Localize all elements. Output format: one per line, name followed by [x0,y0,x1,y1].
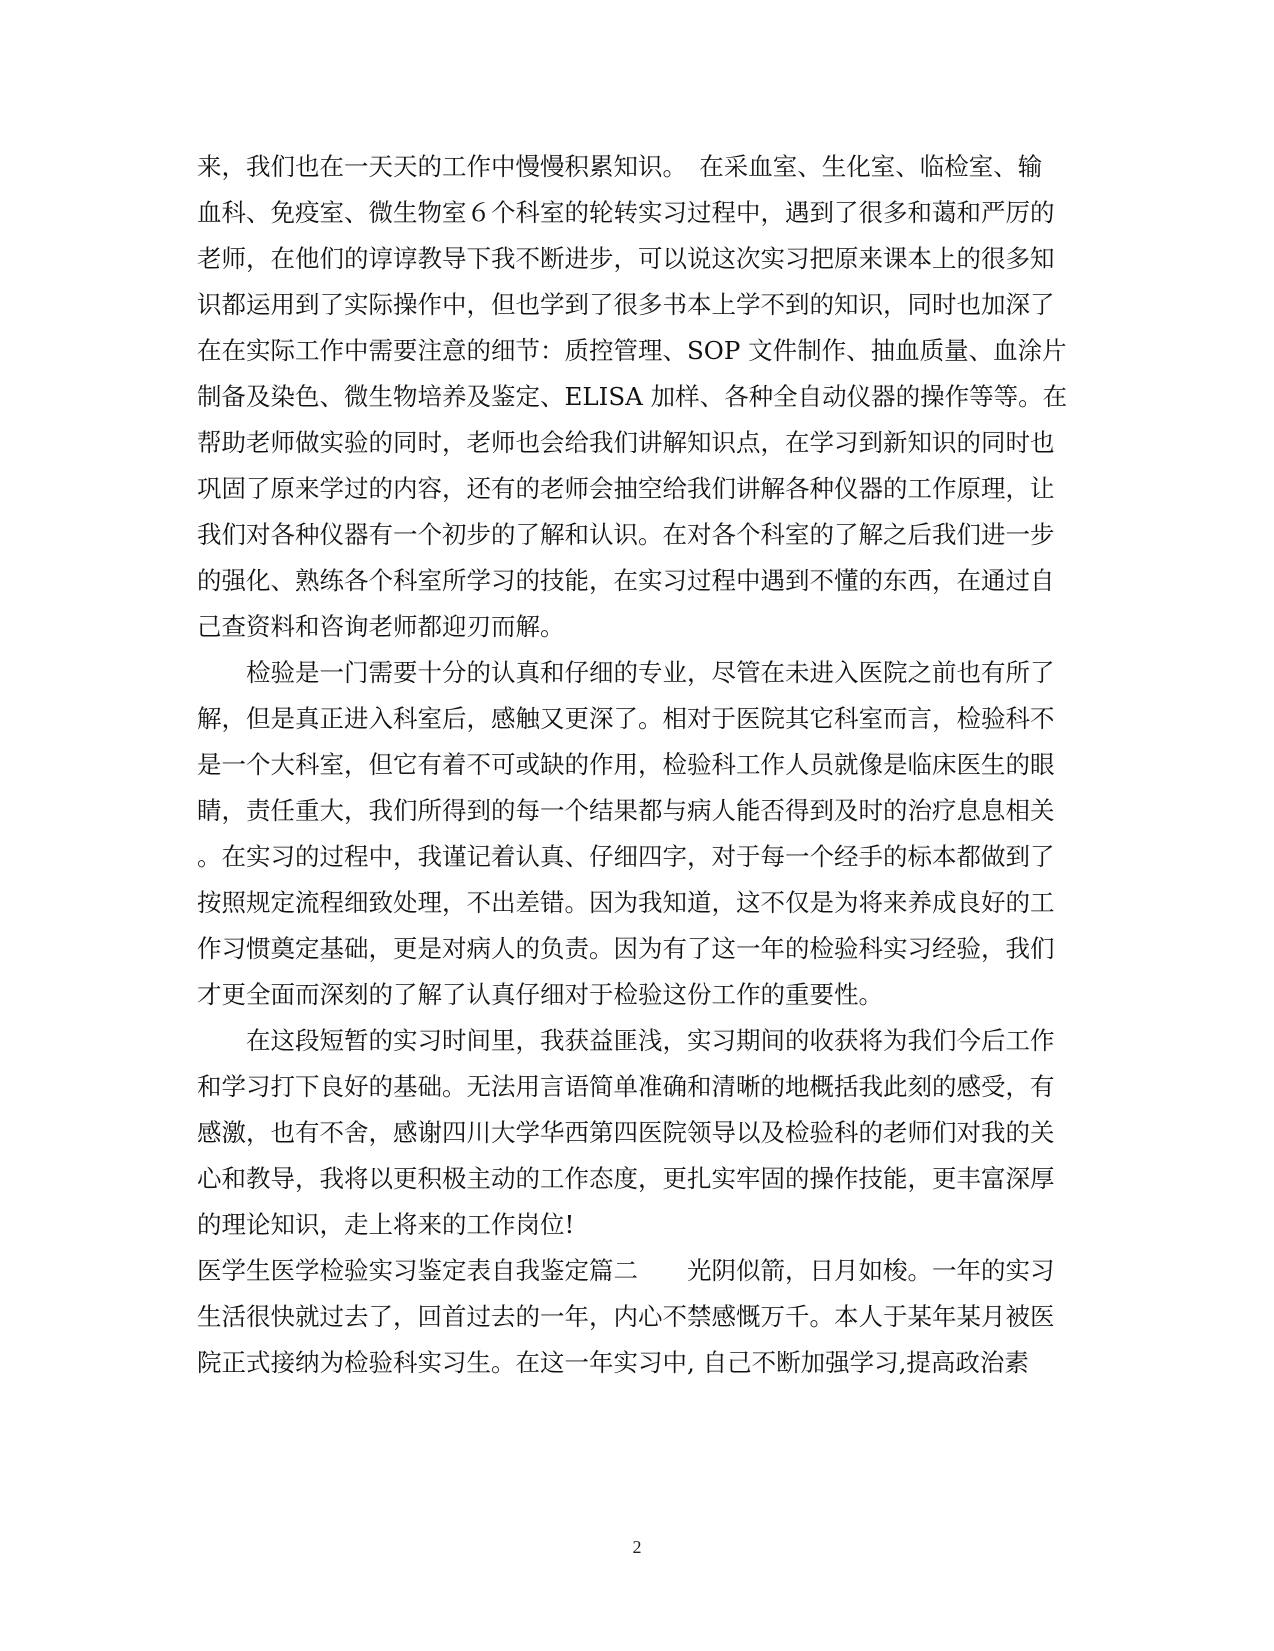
text-line: 来，我们也在一天天的工作中慢慢积累知识。 在采血室、生化室、临检室、输 [197,152,1043,181]
text-line: 的理论知识，走上将来的工作岗位! [197,1210,575,1239]
text-line: 我们对各种仪器有一个初步的了解和认识。在对各个科室的了解之后我们进一步 [197,520,1055,549]
text-line: 制备及染色、微生物培养及鉴定、ELISA 加样、各种全自动仪器的操作等等。在 [197,382,1068,411]
text-line: 的强化、熟练各个科室所学习的技能，在实习过程中遇到不懂的东西，在通过自 [197,566,1055,595]
text-line: 老师，在他们的谆谆教导下我不断进步，可以说这次实习把原来课本上的很多知 [197,244,1055,273]
text-line: 识都运用到了实际操作中，但也学到了很多书本上学不到的知识，同时也加深了 [197,290,1055,319]
text-line: 解，但是真正进入科室后，感触又更深了。相对于医院其它科室而言，检验科不 [197,704,1055,733]
text-line: 在这段短暂的实习时间里，我获益匪浅，实习期间的收获将为我们今后工作 [246,1026,1055,1055]
text-line: 生活很快就过去了，回首过去的一年，内心不禁感慨万千。本人于某年某月被医 [197,1302,1055,1331]
text-line: 按照规定流程细致处理，不出差错。因为我知道，这不仅是为将来养成良好的工 [197,888,1055,917]
text-line: 检验是一门需要十分的认真和仔细的专业，尽管在未进入医院之前也有所了 [246,658,1055,687]
text-line: 血科、免疫室、微生物室６个科室的轮转实习过程中，遇到了很多和蔼和严厉的 [197,198,1055,227]
text-line: 心和教导，我将以更积极主动的工作态度，更扎实牢固的操作技能，更丰富深厚 [197,1164,1055,1193]
text-line: 帮助老师做实验的同时，老师也会给我们讲解知识点，在学习到新知识的同时也 [197,428,1055,457]
text-line: 才更全面而深刻的了解了认真仔细对于检验这份工作的重要性。 [197,980,883,1009]
text-line: 己查资料和咨询老师都迎刃而解。 [197,612,565,641]
text-line: 巩固了原来学过的内容，还有的老师会抽空给我们讲解各种仪器的工作原理，让 [197,474,1055,503]
text-line: 和学习打下良好的基础。无法用言语简单准确和清晰的地概括我此刻的感受，有 [197,1072,1055,1101]
section-heading-line: 医学生医学检验实习鉴定表自我鉴定篇二 光阴似箭，日月如梭。一年的实习 [197,1256,1055,1285]
text-line: 是一个大科室，但它有着不可或缺的作用，检验科工作人员就像是临床医生的眼 [197,750,1055,779]
page-number: 2 [632,1537,642,1557]
text-line: 作习惯奠定基础，更是对病人的负责。因为有了这一年的检验科实习经验，我们 [197,934,1055,963]
text-line: 院正式接纳为检验科实习生。在这一年实习中, 自己不断加强学习,提高政治素 [197,1348,1029,1377]
text-line: 在在实际工作中需要注意的细节：质控管理、SOP 文件制作、抽血质量、血涂片 [197,336,1067,365]
text-line: 感激，也有不舍，感谢四川大学华西第四医院领导以及检验科的老师们对我的关 [197,1118,1055,1147]
text-line: 睛，责任重大，我们所得到的每一个结果都与病人能否得到及时的治疗息息相关 [197,796,1055,825]
text-line: 。在实习的过程中，我谨记着认真、仔细四字，对于每一个经手的标本都做到了 [197,842,1055,871]
